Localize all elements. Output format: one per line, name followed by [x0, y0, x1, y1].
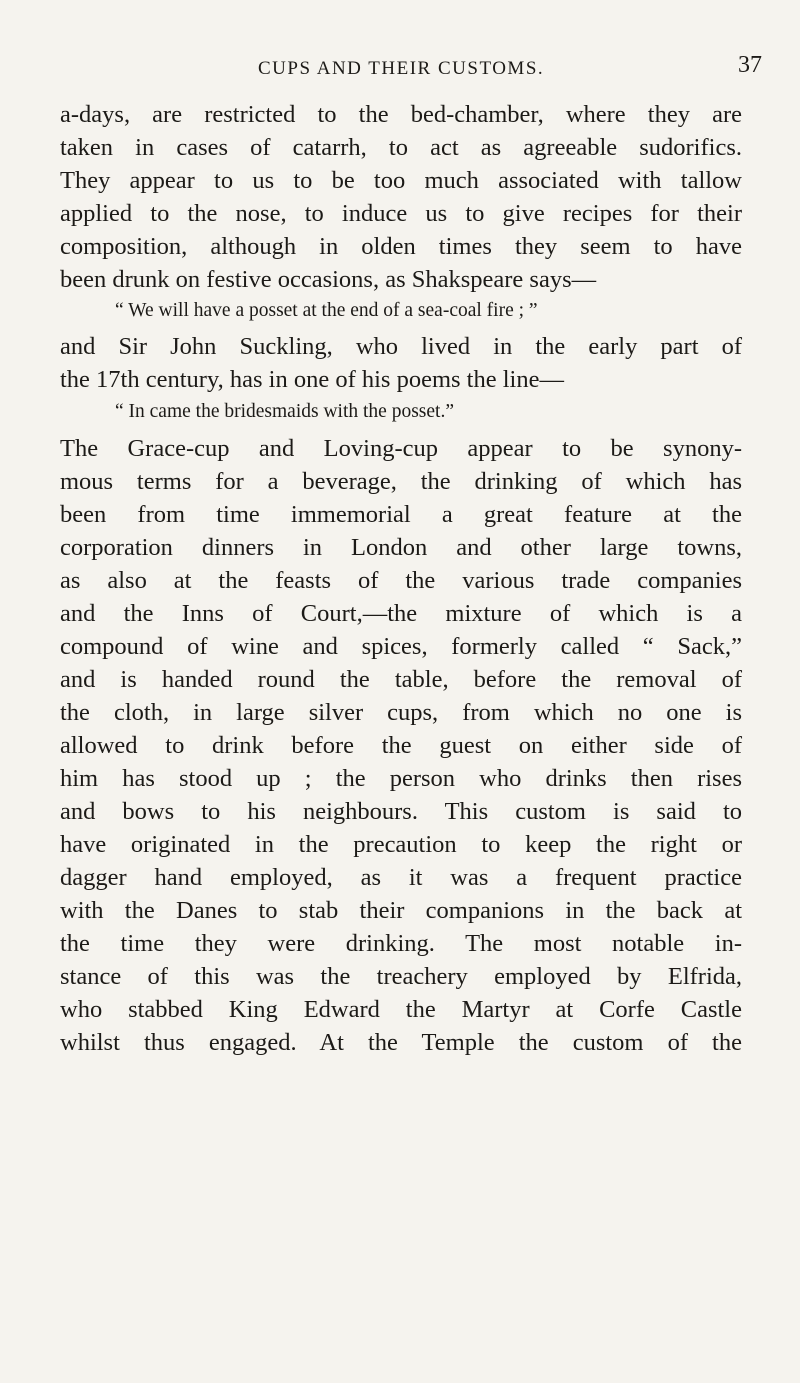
text-line: taken in cases of catarrh, to act as agreeable sudorifics.	[60, 134, 742, 161]
text-line: and Sir John Suckling, who lived in the early part of	[60, 333, 742, 360]
page-number: 37	[738, 52, 762, 78]
text-line: and bows to his neighbours. This custom is said to	[60, 798, 742, 825]
text-line: compound of wine and spices, formerly called “ Sack,”	[60, 633, 742, 660]
text-line: composition, although in olden times they seem to have	[60, 233, 742, 260]
text-line: whilst thus engaged. At the Temple the custom of the	[60, 1029, 742, 1056]
text-line: corporation dinners in London and other large towns,	[60, 534, 742, 561]
verse-quote: “ In came the bridesmaids with the posset.”	[115, 401, 454, 422]
text-line: a-days, are restricted to the bed-chamber, where they are	[60, 101, 742, 128]
text-line: him has stood up ; the person who drinks then rises	[60, 765, 742, 792]
text-line: mous terms for a beverage, the drinking of which has	[60, 468, 742, 495]
text-line: allowed to drink before the guest on either side of	[60, 732, 742, 759]
text-line: and the Inns of Court,—the mixture of which is a	[60, 600, 742, 627]
text-line: They appear to us to be too much associated with tallow	[60, 167, 742, 194]
text-line: been drunk on festive occasions, as Shakspeare says—	[60, 266, 597, 293]
text-line: and is handed round the table, before the removal of	[60, 666, 742, 693]
text-line: have originated in the precaution to keep the right or	[60, 831, 742, 858]
running-head: CUPS AND THEIR CUSTOMS.	[258, 58, 545, 79]
text-line: the cloth, in large silver cups, from which no one is	[60, 699, 742, 726]
text-line: the time they were drinking. The most notable in-	[60, 930, 742, 957]
text-line: applied to the nose, to induce us to give recipes for their	[60, 200, 742, 227]
verse-quote: “ We will have a posset at the end of a sea-coal fire ; ”	[115, 300, 538, 321]
text-line: the 17th century, has in one of his poems the line—	[60, 366, 564, 393]
text-line: been from time immemorial a great feature at the	[60, 501, 742, 528]
text-line: as also at the feasts of the various trade companies	[60, 567, 742, 594]
text-line: stance of this was the treachery employed by Elfrida,	[60, 963, 742, 990]
text-line: with the Danes to stab their companions in the back at	[60, 897, 742, 924]
text-line: who stabbed King Edward the Martyr at Corfe Castle	[60, 996, 742, 1023]
text-line: The Grace-cup and Loving-cup appear to be synony-	[60, 435, 742, 462]
text-line: dagger hand employed, as it was a frequent practice	[60, 864, 742, 891]
